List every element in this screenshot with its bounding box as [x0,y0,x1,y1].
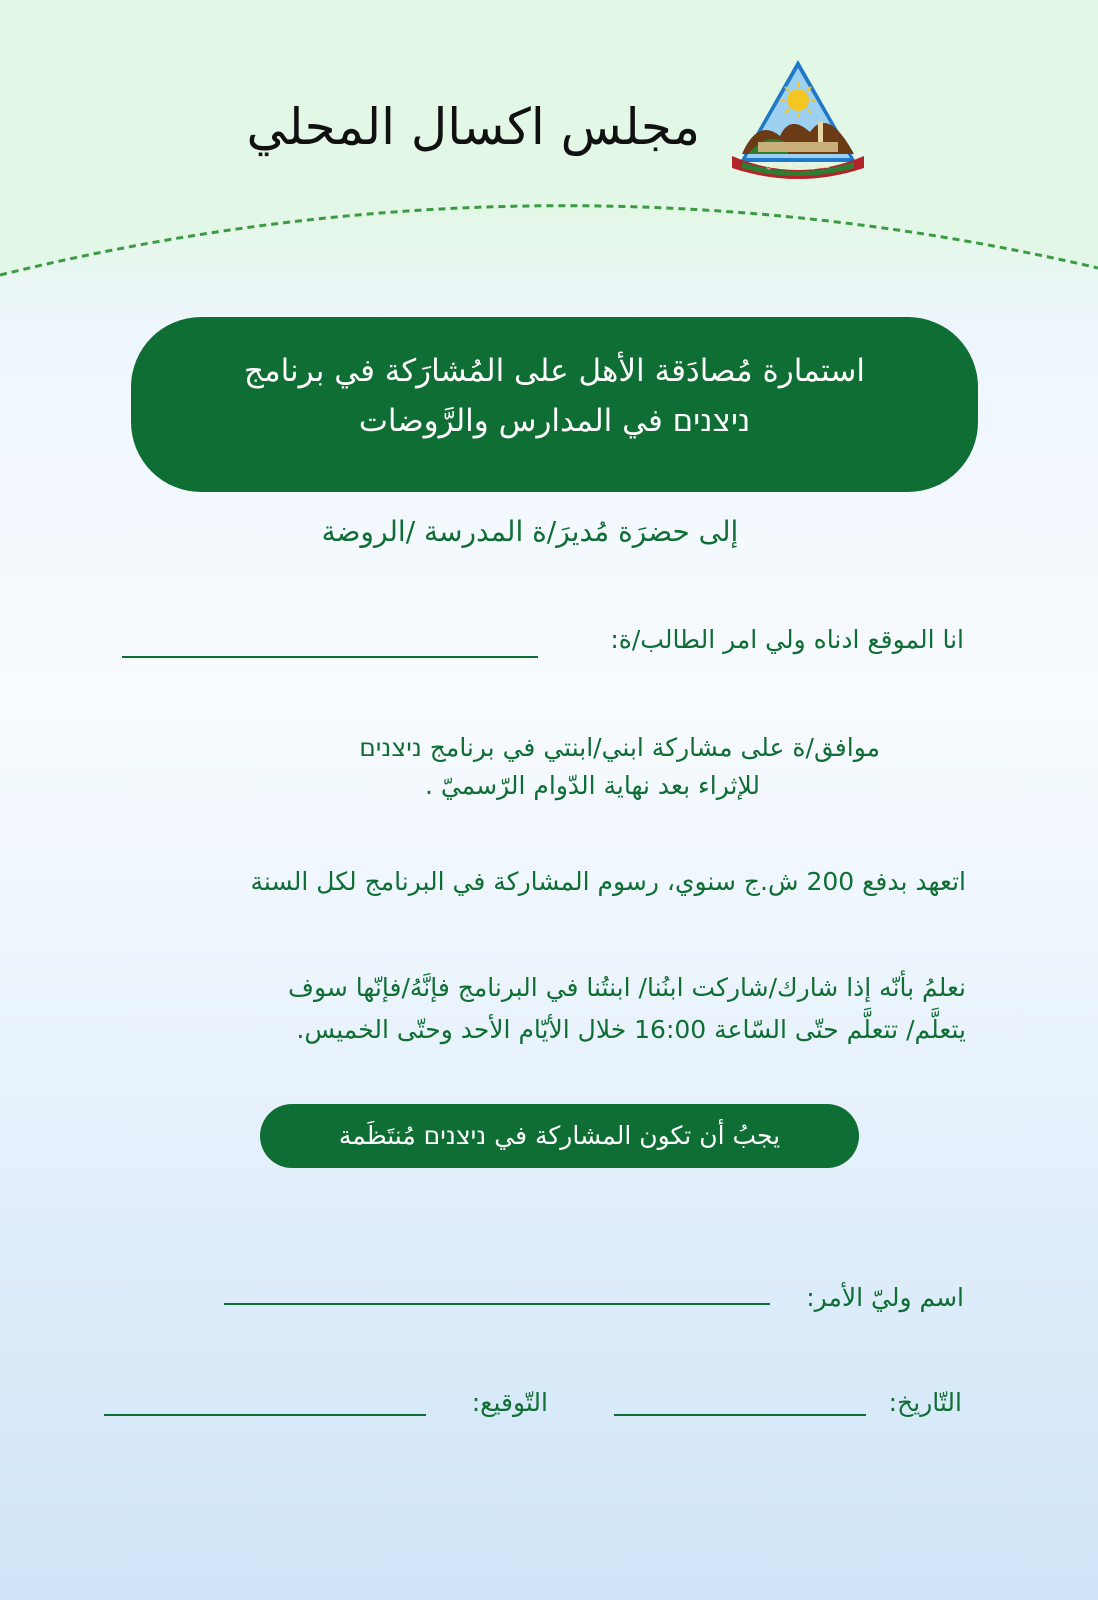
attendance-note: يجبُ أن تكون المشاركة في ניצנים مُنتَظَمة [260,1104,859,1168]
parent-name-field[interactable] [224,1303,770,1305]
signature-field[interactable] [104,1414,426,1416]
schedule-line1: نعلمُ بأنّه إذا شارك/شاركت ابنُنا/ ابنتُنا في البرنامج فإنَّهُ/فإنّها سوف [288,973,966,1002]
addressee-line: إلى حضرَة مُديرَ/ة المدرسة /الروضة [321,515,739,548]
signer-label: انا الموقع ادناه ولي امر الطالب/ة: [610,625,964,654]
signature-label: التّوقيع: [471,1388,548,1417]
form-title-box [131,317,978,492]
form-title-line1: استمارة مُصادَقة الأهل على المُشارَكة في برنامج [243,353,866,389]
council-name: مجلس اكسال المحلي [246,98,700,156]
fee-line: اتعهد بدفع 200 ش.ج سنوي، رسوم المشاركة في البرنامج لكل السنة [250,867,966,896]
consent-line2: للإثراء بعد نهاية الدّوام الرّسميّ . [424,771,760,800]
consent-line1: موافق/ة على مشاركة ابني/ابنتي في برنامج ניצנים [359,733,880,762]
parent-name-label: اسم وليّ الأمر: [806,1283,964,1312]
date-label: التّاريخ: [888,1388,962,1417]
schedule-line2: يتعلَّم/ تتعلَّم حتّى السّاعة 16:00 خلال الأيّام الأحد وحتّى الخميس. [296,1015,966,1044]
logo-caption: مجلس اكسال المحلي [766,162,830,170]
form-title-line2: ניצנים في المدارس والرَّوضات [358,403,751,439]
date-field[interactable] [614,1414,866,1416]
student-parent-name-field[interactable] [122,656,538,658]
